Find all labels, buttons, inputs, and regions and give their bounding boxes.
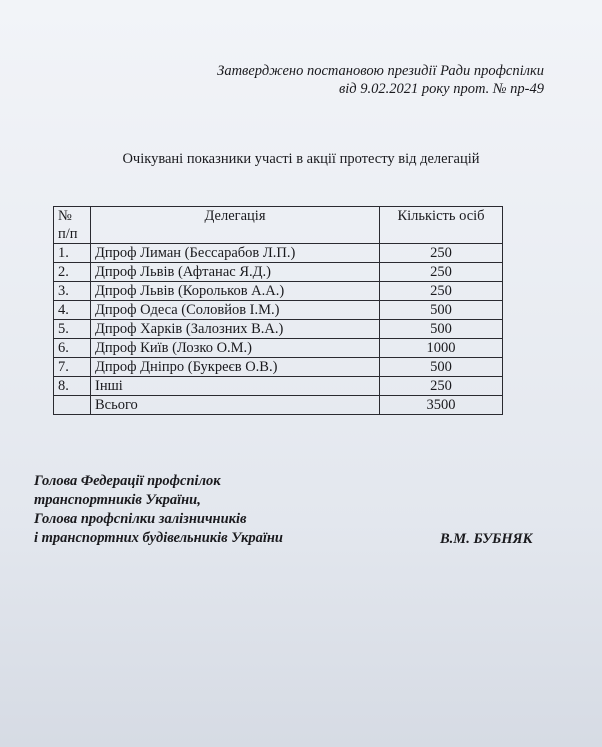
header-count: Кількість осіб: [380, 207, 503, 244]
row-number: 6.: [54, 339, 91, 358]
row-delegation: Інші: [91, 377, 380, 396]
table-row: [54, 377, 503, 396]
row-number: [54, 396, 91, 415]
signature-block: [34, 472, 283, 548]
row-number: 1.: [54, 244, 91, 263]
approval-line-2: від 9.02.2021 року прот. № пр-49: [338, 81, 544, 97]
table-row: [54, 320, 503, 339]
header-delegation: Делегація: [91, 207, 380, 244]
signature-line-4: і транспортних будівельників України: [34, 530, 283, 546]
row-count: 250: [380, 282, 503, 301]
row-number: 8.: [54, 377, 91, 396]
table-row: [54, 282, 503, 301]
row-number: 7.: [54, 358, 91, 377]
table-row: [54, 301, 503, 320]
table-row: [54, 339, 503, 358]
row-count: 250: [380, 377, 503, 396]
table-row: [54, 244, 503, 263]
signature-line-2: транспортників України,: [34, 492, 201, 508]
delegation-table: [53, 206, 503, 415]
row-delegation: Дпроф Лиман (Бессарабов Л.П.): [91, 244, 380, 263]
table-body: [54, 244, 503, 415]
document-title: Очікувані показники участі в акції протесту від делегацій: [122, 151, 480, 167]
row-number: 2.: [54, 263, 91, 282]
row-count: 250: [380, 244, 503, 263]
signature-line-1: Голова Федерації профспілок: [34, 473, 221, 489]
row-count: 1000: [380, 339, 503, 358]
row-count: 500: [380, 358, 503, 377]
row-delegation: Всього: [91, 396, 380, 415]
signature-line-3: Голова профспілки залізничників: [34, 511, 247, 527]
row-count: 500: [380, 301, 503, 320]
row-count: 250: [380, 263, 503, 282]
row-delegation: Дпроф Харків (Залозних В.А.): [91, 320, 380, 339]
header-number: [54, 207, 91, 244]
row-delegation: Дпроф Львів (Афтанас Я.Д.): [91, 263, 380, 282]
table-header-row: [54, 207, 503, 244]
row-number: 3.: [54, 282, 91, 301]
header-number-line-2: п/п: [58, 226, 78, 242]
row-count: 500: [380, 320, 503, 339]
row-count: 3500: [380, 396, 503, 415]
approval-note: [217, 62, 544, 98]
row-delegation: Дпроф Львів (Корольков А.А.): [91, 282, 380, 301]
row-delegation: Дпроф Дніпро (Букреєв О.В.): [91, 358, 380, 377]
row-delegation: Дпроф Київ (Лозко О.М.): [91, 339, 380, 358]
table-total-row: [54, 396, 503, 415]
approval-line-1: Затверджено постановою президії Ради профспілки: [217, 63, 544, 79]
row-delegation: Дпроф Одеса (Соловйов І.М.): [91, 301, 380, 320]
row-number: 4.: [54, 301, 91, 320]
table-row: [54, 358, 503, 377]
table-row: [54, 263, 503, 282]
row-number: 5.: [54, 320, 91, 339]
signer-name: В.М. БУБНЯК: [440, 531, 533, 547]
header-number-line-1: №: [58, 208, 72, 224]
